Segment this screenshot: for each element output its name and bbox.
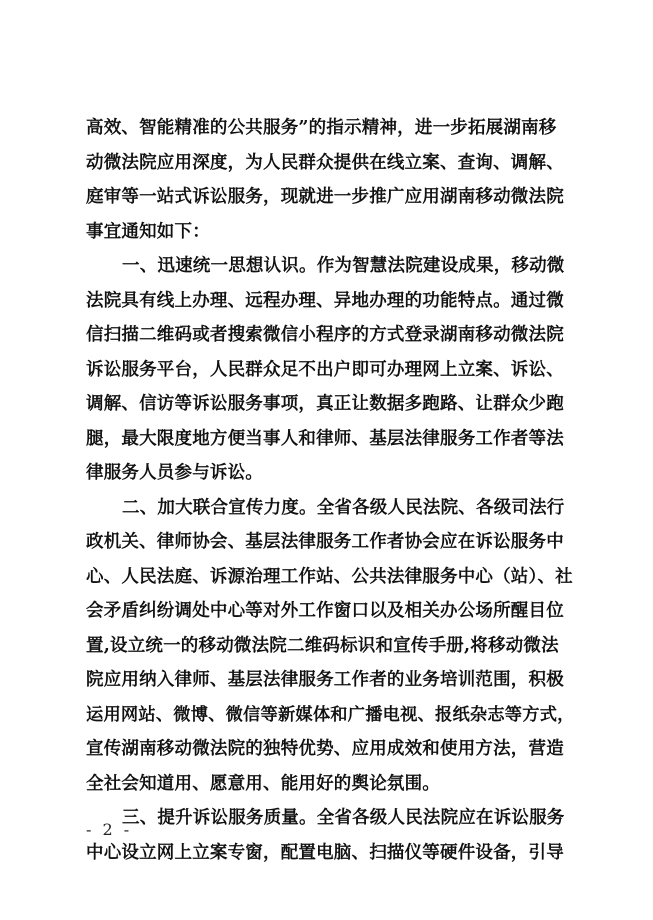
text-line: 心、人民法庭、诉源治理工作站、公共法律服务中心（站）、社	[86, 566, 573, 587]
text-line: 调解、信访等诉讼服务事项，真正让数据多跑路、让群众少跑	[86, 394, 564, 414]
text-line: 律服务人员参与诉讼。	[86, 463, 263, 483]
text-line: 置,设立统一的移动微法院二维码标识和宣传手册,将移动微法	[86, 635, 559, 656]
section-heading-line: 二、加大联合宣传力度。全省各级人民法院、各级司法行	[122, 497, 565, 518]
text-line: 动微法院应用深度，为人民群众提供在线立案、查询、调解、	[86, 152, 564, 173]
text-line: 政机关、律师协会、基层法律服务工作者协会应在诉讼服务中	[86, 532, 564, 552]
text-line: 高效、智能精准的公共服务”的指示精神，进一步拓展湖南移	[86, 118, 557, 138]
text-line: 会矛盾纠纷调处中心等对外工作窗口以及相关办公场所醒目位	[86, 601, 564, 621]
text-line: 庭审等一站式诉讼服务，现就进一步推广应用湖南移动微法院	[86, 187, 564, 207]
text-line: 事宜通知如下：	[86, 221, 210, 242]
page-number: - 2 -	[86, 820, 133, 839]
text-line: 法院具有线上办理、远程办理、异地办理的功能特点。通过微	[86, 290, 564, 311]
text-line: 信扫描二维码或者搜索微信小程序的方式登录湖南移动微法院	[86, 325, 564, 345]
section-heading-line: 三、提升诉讼服务质量。全省各级人民法院应在诉讼服务	[122, 808, 565, 828]
text-line: 宣传湖南移动微法院的独特优势、应用成效和使用方法，营造	[86, 739, 564, 759]
text-line: 中心设立网上立案专窗，配置电脑、扫描仪等硬件设备，引导	[86, 842, 564, 863]
text-line: 院应用纳入律师、基层法律服务工作者的业务培训范围，积极	[86, 670, 564, 690]
section-heading-line: 一、迅速统一思想认识。作为智慧法院建设成果，移动微	[122, 256, 565, 276]
text-line: 全社会知道用、愿意用、能用好的舆论氛围。	[86, 773, 440, 794]
text-line: 诉讼服务平台，人民群众足不出户即可办理网上立案、诉讼、	[86, 359, 564, 380]
body-text	[86, 111, 576, 870]
text-line: 腿，最大限度地方便当事人和律师、基层法律服务工作者等法	[86, 428, 564, 449]
text-line: 运用网站、微博、微信等新媒体和广播电视、报纸杂志等方式，	[86, 704, 575, 725]
